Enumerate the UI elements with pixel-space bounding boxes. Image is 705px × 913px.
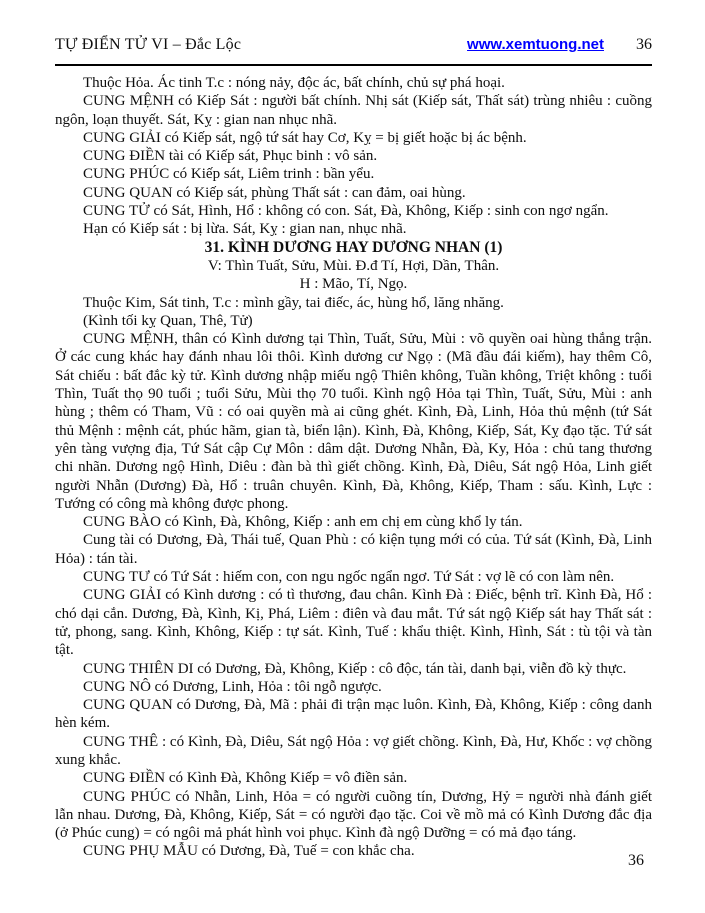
section-h-line: H : Mão, Tí, Ngọ. xyxy=(299,276,408,293)
paragraph: CUNG PHÚC có Nhẫn, Linh, Hỏa = có người cuồng tín, Dương, Hỷ = người nhà đánh giết lẫn nhau. Dương, Đà, Không, Kiếp, Sát = có người đạo tặc. Coi về mồ mả có Kình Dương đắc địa (ở Phúc cung) = có ngôi mả phát hình voi phục. Kình đà ngộ Dưỡng = có mả đạo táng. xyxy=(55,788,652,842)
paragraph: CUNG THÊ : có Kình, Đà, Diêu, Sát ngộ Hỏa : vợ giết chồng. Kình, Đà, Hư, Khốc : vợ chồng xung khắc. xyxy=(55,733,652,768)
paragraph: CUNG GIẢI có Kình dương : có tì thương, đau chân. Kình Đà : Điếc, bệnh trĩ. Kình Đà, Hổ : chó dại cắn. Dương, Đà, Kình, Kị, Phá, Liêm : điên và đau mắt. Tứ sát ngộ Kiếp sát hay Thất sát : tử, phong, sang. Kình, Không, Kiếp : tự sát. Kình, Tuế : khẩu thiệt. Kình, Hình, Sát : tù tội và tàn tật. xyxy=(55,587,652,659)
paragraph: CUNG MỆNH có Kiếp Sát : người bất chính. Nhị sát (Kiếp sát, Thất sát) trùng nhiêu : cuồng ngôn, loạn thuyết. Sát, Kỵ : gian nan nhục nhã. xyxy=(55,93,652,128)
paragraph: Hạn có Kiếp sát : bị lừa. Sát, Kỵ : gian nan, nhục nhã. xyxy=(83,221,407,238)
paragraph: CUNG ĐIỀN có Kình Đà, Không Kiếp = vô điền sản. xyxy=(83,770,408,787)
paragraph: (Kình tối kỵ Quan, Thê, Tử) xyxy=(83,312,253,329)
paragraph: CUNG NÔ có Dương, Linh, Hỏa : tôi ngỗ ngược. xyxy=(83,678,382,695)
paragraph: CUNG TƯ có Tứ Sát : hiếm con, con ngu ngốc ngẩn ngơ. Tứ Sát : vợ lẽ có con làm nên. xyxy=(83,569,615,586)
paragraph: CUNG QUAN có Dương, Đà, Mã : phải đi trận mạc luôn. Kình, Đà, Không, Kiếp : công danh hèn kém. xyxy=(55,697,652,732)
paragraph: Thuộc Kim, Sát tinh, T.c : mình gầy, tai điếc, ác, hùng hổ, lăng nhăng. xyxy=(83,294,504,311)
book-title: TỰ ĐIỂN TỬ VI – Đắc Lộc xyxy=(55,36,242,53)
paragraph: CUNG THIÊN DI có Dương, Đà, Không, Kiếp : cô độc, tán tài, danh bại, viễn đồ kỳ thực. xyxy=(83,660,627,677)
header-page-number: 36 xyxy=(636,36,652,53)
paragraph: CUNG TỬ có Sát, Hình, Hổ : không có con. Sát, Đà, Không, Kiếp : sinh con ngơ ngẩn. xyxy=(83,203,609,220)
page-header xyxy=(55,36,652,66)
paragraph: CUNG BÀO có Kình, Đà, Không, Kiếp : anh em chị em cùng khổ ly tán. xyxy=(83,514,523,531)
page-content xyxy=(55,36,652,861)
paragraph: CUNG PHÚC có Kiếp sát, Liêm trinh : bần yểu. xyxy=(83,166,375,183)
paragraph: Cung tài có Dương, Đà, Thái tuế, Quan Phù : có kiện tụng mới có của. Tứ sát (Kình, Đà, Linh Hỏa) : tán tài. xyxy=(55,532,652,567)
paragraph: Thuộc Hỏa. Ác tinh T.c : nóng nảy, độc ác, bất chính, chủ sự phá hoại. xyxy=(83,75,505,91)
website-link[interactable]: www.xemtuong.net xyxy=(467,36,604,53)
paragraph: CUNG ĐIỀN tài có Kiếp sát, Phục binh : vô sản. xyxy=(83,148,378,165)
section-heading: 31. KÌNH DƯƠNG HAY DƯƠNG NHAN (1) xyxy=(204,238,503,256)
body-text xyxy=(55,74,652,861)
paragraph: CUNG QUAN có Kiếp sát, phùng Thất sát : can đảm, oai hùng. xyxy=(83,184,466,201)
paragraph: CUNG PHỤ MẪU có Dương, Đà, Tuế = con khắc cha. xyxy=(83,843,415,860)
paragraph: CUNG GIẢI có Kiếp sát, ngộ tứ sát hay Cơ, Kỵ = bị giết hoặc bị ác bệnh. xyxy=(83,129,527,146)
section-v-line: V: Thìn Tuất, Sửu, Mùi. Đ.đ Tí, Hợi, Dần, Thân. xyxy=(207,257,500,274)
paragraph: CUNG MỆNH, thân có Kình dương tại Thìn, Tuất, Sửu, Mùi : võ quyền oai hùng thắng trận. Ở các cung khác hay đánh nhau lôi thôi. Kình dương cư Ngọ : (Mã đầu đái kiếm), hay thêm Cô, Sát chiếu : bất đắc kỳ tử. Kình dương nhập miếu ngộ Thiên không, Tuần không, Triệt không : tuổi Thìn, Tuất thọ 90 tuổi ; tuổi Sửu, Mùi thọ 70 tuổi. Kình ngộ Hỏa tại Thìn, Tuất, Sửu, Mùi : anh hùng ; thêm có Tham, Vũ : có oai quyền mà ai cũng ghét. Kình, Đà, Linh, Hỏa thủ mệnh (tứ Sát thủ Mệnh : mệnh cát, phúc hãm, gian tà, biển lận). Kình, Đà, Không, Kiếp, Sát, Kỵ đạo tặc. Tứ sát yên tàng vượng địa, Tứ Sát cập Cự Môn : dâm dật. Dương Nhẫn, Đà, Ky, Hỏa : chủ tang thương chi nhãn. Dương ngộ Hình, Diêu : đàn bà thì giết chồng. Kình, Đà, Diêu, Sát ngộ Hỏa, Linh giết người Nhẫn (Dương) Đà, Hổ : truân chuyên. Kình, Đà, Không, Kiếp, Tham : sấu. Kình, Lực : Tướng có công mà không được phong. xyxy=(55,331,652,512)
footer-page-number: 36 xyxy=(628,852,644,869)
